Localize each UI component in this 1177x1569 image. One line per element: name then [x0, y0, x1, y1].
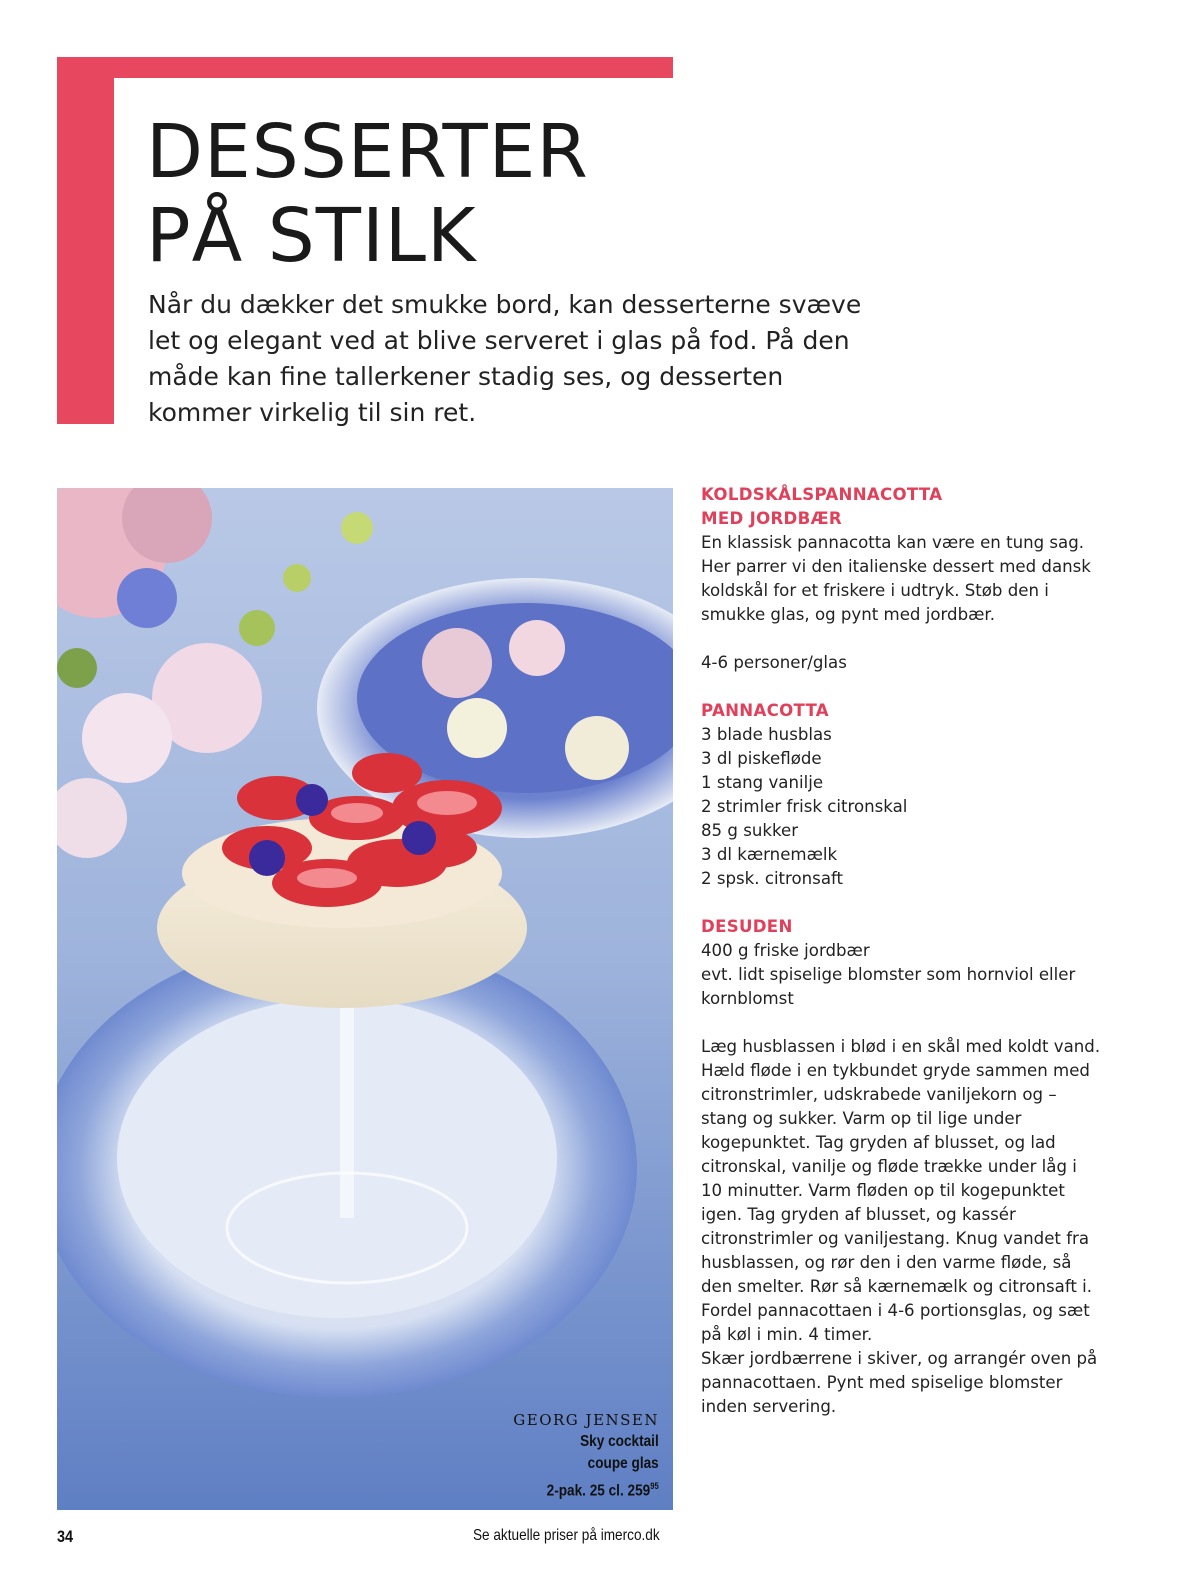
dessert-illustration	[57, 488, 673, 1510]
page-title-line2: PÅ STILK	[146, 193, 477, 279]
section-heading-desuden: DESUDEN	[701, 917, 793, 936]
caption-price-cents: 95	[650, 1480, 659, 1491]
ingredient-list-desuden	[701, 939, 1101, 1011]
ingredient-item: 3 dl piskefløde	[701, 749, 822, 768]
recipe-column	[701, 483, 1101, 1419]
recipe-servings: 4-6 personer/glas	[701, 653, 847, 672]
ingredient-item: 85 g sukker	[701, 821, 799, 840]
page-title-line1: DESSERTER	[146, 109, 589, 195]
recipe-description: En klassisk pannacotta kan være en tung sag. Her parrer vi den italienske dessert med dansk koldskål for et friskere i udtryk. Støb den i smukke glas, og pynt med jordbær.	[701, 533, 1091, 624]
accent-bar-left	[57, 57, 114, 424]
ingredient-item: 400 g friske jordbær	[701, 941, 870, 960]
ingredient-item: 3 dl kærnemælk	[701, 845, 838, 864]
ingredient-item: evt. lidt spiselige blomster som hornviol eller kornblomst	[701, 965, 1076, 1008]
method-step: Fordel pannacottaen i 4-6 portionsglas, og sæt på køl i min. 4 timer.	[701, 1301, 1090, 1344]
recipe-title-line1: KOLDSKÅLSPANNACOTTA	[701, 485, 943, 504]
ingredient-item: 2 strimler frisk citronskal	[701, 797, 908, 816]
ingredient-item: 1 stang vanilje	[701, 773, 824, 792]
method-step: Læg husblassen i blød i en skål med koldt vand.	[701, 1037, 1101, 1056]
page-number: 34	[57, 1527, 74, 1546]
caption-price	[535, 1475, 659, 1502]
caption-brand: GEORG JENSEN	[513, 1410, 659, 1429]
caption-product: Sky cocktail	[580, 1432, 659, 1450]
accent-bar-top	[57, 57, 673, 78]
footer-price-link[interactable]: Se aktuelle priser på imerco.dk	[473, 1527, 660, 1544]
page-title	[146, 110, 589, 278]
ingredient-item: 2 spsk. citronsaft	[701, 869, 844, 888]
method-step: Hæld fløde i en tykbundet gryde sammen med citronstrimler, udskrabede vaniljekorn og –stang og sukker. Varm op til lige under kogepunktet. Tag gryden af blusset, og lad citronskal, vanilje og fløde trække under låg i 10 minutter. Varm fløden op til kogepunktet igen. Tag gryden af blusset, og kassér citronstrimler og vaniljestang. Knug vandet fra husblassen, og rør den i den varme fløde, så den smelter. Rør så kærnemælk og citronsaft i.	[701, 1061, 1093, 1296]
ingredient-item: 3 blade husblas	[701, 725, 832, 744]
product-caption	[513, 1409, 659, 1502]
caption-price-main: 2-pak. 25 cl. 259	[546, 1482, 651, 1499]
caption-product-type: coupe glas	[587, 1454, 659, 1472]
method-step: Skær jordbærrene i skiver, og arrangér oven på pannacottaen. Pynt med spiselige blomster inden servering.	[701, 1349, 1098, 1416]
section-heading-pannacotta: PANNACOTTA	[701, 701, 829, 720]
recipe-title-line2: MED JORDBÆR	[701, 509, 842, 528]
intro-text: Når du dækker det smukke bord, kan desserterne svæve let og elegant ved at blive serveret i glas på fod. På den måde kan fine tallerkener stadig ses, og desserten kommer virkelig til sin ret.	[148, 290, 862, 427]
ingredient-list-pannacotta	[701, 723, 1101, 891]
dessert-photo	[57, 488, 673, 1510]
